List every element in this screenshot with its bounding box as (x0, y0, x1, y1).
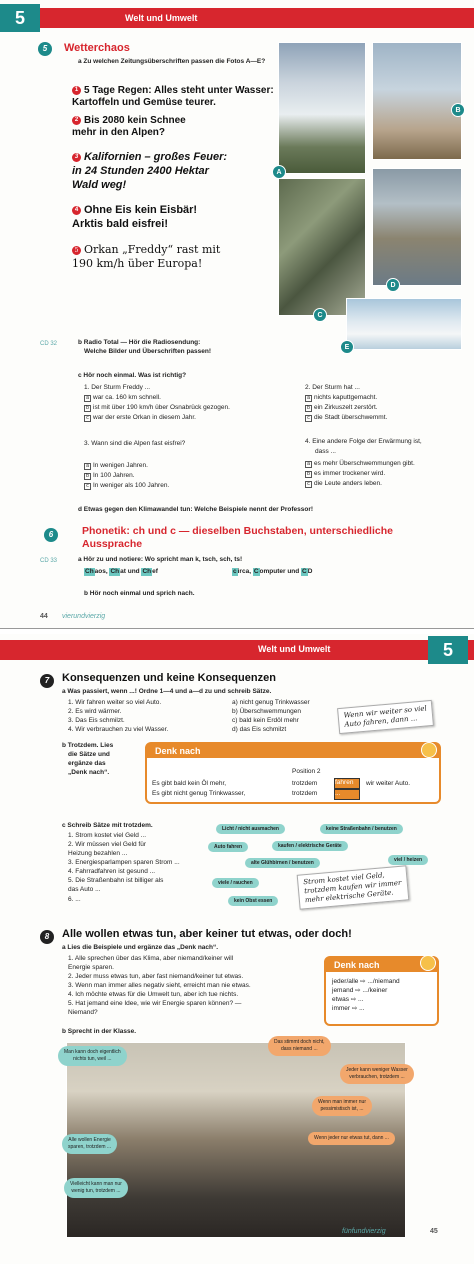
instruction-d: d Etwas gegen den Klimawandel tun: Welche Beispiele nennt der Professor! (78, 506, 314, 513)
denk-position-label: Position 2 (292, 768, 321, 775)
q4-option-c[interactable]: c die Leute anders leben. (305, 480, 382, 488)
instruction-c: c Schreib Sätze mit trotzdem. (62, 822, 153, 829)
question-3: 3. Wann sind die Alpen fast eisfrei? (84, 440, 186, 447)
headline-3: 3 Kalifornien – großes Feuer: in 24 Stunden 2400 Hektar Wald weg! (72, 151, 228, 191)
q1-option-b[interactable]: b ist mit über 190 km/h über Osnabrück gezogen. (84, 404, 230, 412)
q4-option-b[interactable]: b es immer trockener wird. (305, 470, 385, 478)
q2-option-a[interactable]: a nichts kaputtgemacht. (305, 394, 377, 402)
exercise-number: 6 (44, 528, 58, 542)
denk-line-3: etwas ⇨ ... (332, 996, 364, 1003)
c-item-5-cont: das Auto ... (68, 886, 101, 893)
denk-row-1-adverb: trotzdem (292, 780, 318, 787)
smiley-icon (421, 742, 437, 758)
instruction-b: b Radio Total — Hör die Radiosendung: (78, 339, 201, 346)
denk-line-2: jemand ⇨ .../keiner (332, 987, 388, 994)
headline-1: 1 5 Tage Regen: Alles steht unter Wasser: Kartoffeln und Gemüse teurer. (72, 85, 274, 108)
header-bar (0, 8, 474, 28)
instruction-b: b Trotzdem. Lies (62, 742, 114, 749)
headline-2: 2 Bis 2080 kein Schnee mehr in den Alpen? (72, 115, 186, 138)
exercise-number: 5 (38, 42, 52, 56)
instruction-a: a Was passiert, wenn ...! Ordne 1—4 und a—d zu und schreib Sätze. (62, 688, 272, 695)
header-title: Welt und Umwelt (258, 644, 331, 654)
headline-5: 5 Orkan „Freddy“ rast mit 190 km/h über Europa! (72, 243, 221, 270)
textbook-page-44 (0, 0, 474, 628)
cd-track-label: CD 33 (40, 558, 58, 564)
page-number: 44 (40, 613, 48, 620)
consequence-a: a) nicht genug Trinkwasser (232, 699, 310, 706)
photo-storm-forest (278, 178, 366, 316)
word-card: viel / heizen (388, 855, 428, 865)
q2-option-c[interactable]: c die Stadt überschwemmt. (305, 414, 387, 422)
photo-polar-bears (346, 298, 462, 350)
word-card: Licht / nicht ausmachen (216, 824, 285, 834)
denk-nach-title: Denk nach (147, 744, 439, 758)
exercise-title: Konsequenzen und keine Konsequenzen (62, 672, 276, 684)
speech-bubble: Man kann doch eigentlich nichts tun, weil ... (58, 1046, 127, 1066)
instruction-b: b Sprecht in der Klasse. (62, 1028, 137, 1035)
photo-label-c: C (313, 308, 327, 322)
example-1-cont: Energie sparen. (68, 964, 114, 971)
photo-label-e: E (340, 340, 354, 354)
smiley-icon (420, 955, 436, 971)
instruction-b-2: Welche Bilder und Überschriften passen! (84, 348, 212, 355)
example-3: 3. Wenn man immer alles negativ sieht, erreicht man nie etwas. (68, 982, 251, 989)
denk-row-1-rest: wir weiter Auto. (366, 780, 411, 787)
page-number-word: fünfundvierzig (342, 1228, 386, 1235)
c-item-5: 5. Die Straßenbahn ist billiger als (68, 877, 164, 884)
instruction-a: a Lies die Beispiele und ergänze das „Denk nach“. (62, 944, 219, 951)
denk-row-2-verb-blank[interactable]: ... (334, 789, 360, 800)
phonetic-words-1: Chaos, Chat und Chef (85, 568, 158, 575)
denk-line-1: jeder/alle ⇨ .../niemand (332, 978, 400, 985)
example-2: 2. Jeder muss etwas tun, aber fast niemand/keiner tut etwas. (68, 973, 244, 980)
question-2: 2. Der Sturm hat ... (305, 384, 360, 391)
q3-option-b[interactable]: b In 100 Jahren. (84, 472, 135, 480)
instruction-b-4: „Denk nach“. (68, 769, 110, 776)
header-bar (0, 640, 474, 660)
word-card: kein Obst essen (228, 896, 278, 906)
speech-bubble: Alle wollen Energie sparen, trotzdem ... (62, 1134, 117, 1154)
consequence-b: b) Überschwemmungen (232, 708, 302, 715)
c-item-1: 1. Strom kostet viel Geld ... (68, 832, 147, 839)
q1-option-a[interactable]: a war ca. 160 km schnell. (84, 394, 161, 402)
instruction-b: b Hör noch einmal und sprich nach. (84, 590, 195, 597)
q2-option-b[interactable]: b ein Zirkuszelt zerstört. (305, 404, 378, 412)
photo-label-a: A (272, 165, 286, 179)
denk-row-1-verb: fahren (334, 778, 360, 789)
phonetic-words-2: circa, Computer und CD (233, 568, 313, 575)
instruction-c: c Hör noch einmal. Was ist richtig? (78, 372, 187, 379)
exercise-number: 8 (40, 930, 54, 944)
q3-option-a[interactable]: a In wenigen Jahren. (84, 462, 148, 470)
word-card: viele / rauchen (212, 878, 259, 888)
page-number: 45 (430, 1228, 438, 1235)
question-4-cont: dass ... (315, 448, 336, 455)
c-item-6: 6. ... (68, 896, 81, 903)
cd-track-label: CD 32 (40, 341, 58, 347)
headline-4: 4 Ohne Eis kein Eisbär! Arktis bald eisfrei! (72, 204, 198, 230)
sentence-3: 3. Das Eis schmilzt. (68, 717, 125, 724)
handwritten-note: Wenn wir weiter so viel Auto fahren, dann ... (337, 700, 434, 734)
denk-line-4: immer ⇨ ... (332, 1005, 365, 1012)
instruction-b-2: die Sätze und (68, 751, 110, 758)
page-number-word: vierundvierzig (62, 613, 106, 620)
sentence-4: 4. Wir verbrauchen zu viel Wasser. (68, 726, 169, 733)
q4-option-a[interactable]: a es mehr Überschwemmungen gibt. (305, 460, 415, 468)
sentence-2: 2. Es wird wärmer. (68, 708, 122, 715)
exercise-title: Alle wollen etwas tun, aber keiner tut etwas, oder doch! (62, 928, 352, 940)
c-item-3: 3. Energiesparlampen sparen Strom ... (68, 859, 180, 866)
c-item-2-cont: Heizung bezahlen ... (68, 850, 128, 857)
speech-bubble: Wenn man immer nur pessimistisch ist, ... (312, 1096, 372, 1116)
chapter-number: 5 (0, 4, 40, 32)
instruction-a: a Hör zu und notiere: Wo spricht man k, tsch, sch, ts! (78, 556, 243, 563)
denk-row-2-clause: Es gibt nicht genug Trinkwasser, (152, 790, 246, 797)
word-card: keine Straßenbahn / benutzen (320, 824, 403, 834)
example-1: 1. Alle sprechen über das Klima, aber niemand/keiner will (68, 955, 234, 962)
word-card: kaufen / elektrische Geräte (272, 841, 348, 851)
photo-flood-town (372, 168, 462, 286)
photo-label-b: B (451, 103, 465, 117)
sentence-1: 1. Wir fahren weiter so viel Auto. (68, 699, 162, 706)
consequence-c: c) bald kein Erdöl mehr (232, 717, 299, 724)
textbook-page-45 (0, 634, 474, 1264)
chapter-number: 5 (428, 636, 468, 664)
denk-nach-title: Denk nach (326, 958, 437, 972)
photo-alps-snow (278, 42, 366, 174)
c-item-4: 4. Fahrradfahren ist gesund ... (68, 868, 156, 875)
denk-row-1-clause: Es gibt bald kein Öl mehr, (152, 780, 227, 787)
photo-fire-helicopter (372, 42, 462, 160)
q3-option-c[interactable]: c In weniger als 100 Jahren. (84, 482, 169, 490)
consequence-d: d) das Eis schmilzt (232, 726, 287, 733)
word-card: Auto fahren (208, 842, 248, 852)
exercise-title: Wetterchaos (64, 42, 130, 54)
header-title: Welt und Umwelt (125, 13, 198, 23)
word-card: alte Glühbirnen / benutzen (245, 858, 320, 868)
exercise-title-cont: Aussprache (82, 538, 143, 550)
q1-option-c[interactable]: c war der erste Orkan in diesem Jahr. (84, 414, 196, 422)
example-5: 5. Hat jemand eine Idee, wie wir Energie sparen können? — (68, 1000, 242, 1007)
speech-bubble: Vielleicht kann man nur wenig tun, trotzdem ... (64, 1178, 128, 1198)
speech-bubble: Das stimmt doch nicht, dass niemand ... (268, 1036, 331, 1056)
example-5-cont: Niemand? (68, 1009, 98, 1016)
exercise-title: Phonetik: ch und c — dieselben Buchstaben, unterschiedliche (82, 525, 393, 537)
exercise-number: 7 (40, 674, 54, 688)
question-4: 4. Eine andere Folge der Erwärmung ist, (305, 438, 422, 445)
photo-label-d: D (386, 278, 400, 292)
question-1: 1. Der Sturm Freddy ... (84, 384, 151, 391)
speech-bubble: Jeder kann weniger Wasser verbrauchen, trotzdem ... (340, 1064, 414, 1084)
instruction-b-3: ergänze das (68, 760, 106, 767)
speech-bubble: Wenn jeder nur etwas tut, dann ... (308, 1132, 395, 1145)
handwritten-note: Strom kostet viel Geld, trotzdem kaufen wir immer mehr elektrische Geräte. (297, 865, 409, 909)
denk-row-2-adverb: trotzdem (292, 790, 318, 797)
instruction-a: a Zu welchen Zeitungsüberschriften passen die Fotos A—E? (78, 58, 266, 65)
example-4: 4. Ich möchte etwas für die Umwelt tun, aber ich tue nichts. (68, 991, 239, 998)
c-item-2: 2. Wir müssen viel Geld für (68, 841, 147, 848)
